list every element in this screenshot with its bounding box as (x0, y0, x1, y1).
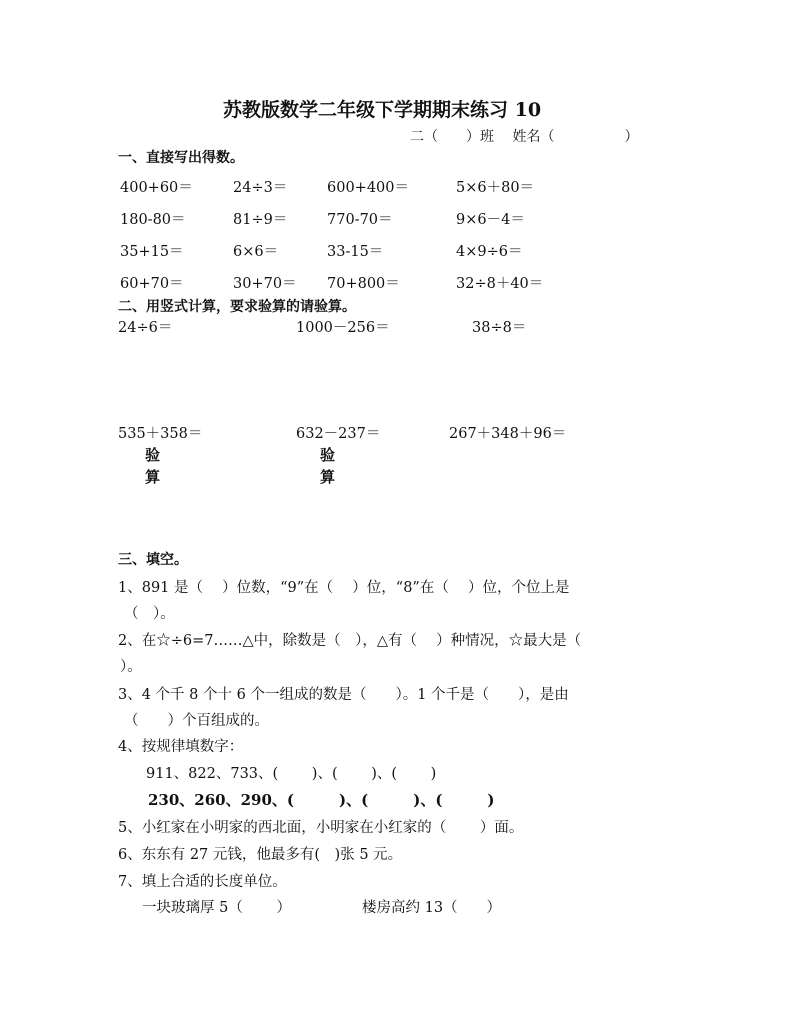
oral-calc-item: 81÷9＝ (233, 212, 288, 228)
fill-blank-line: 4、按规律填数字： (118, 739, 244, 755)
page-title: 苏教版数学二年级下学期期末练习 10 (223, 99, 542, 121)
verify-label: 验 (145, 446, 161, 464)
unit-blank-item: 楼房高约 13（ ） (362, 900, 502, 916)
oral-calc-item: 24÷3＝ (233, 180, 288, 196)
verify-label: 算 (320, 468, 336, 486)
fill-blank-line: 1、891 是（ ）位数，“9”在（ ）位，“8”在（ ）位，个位上是 (118, 580, 570, 596)
oral-calc-item: 4×9÷6＝ (456, 244, 523, 260)
verify-label: 算 (145, 468, 161, 486)
pattern-line: 911、822、733、( )、( )、( ) (146, 766, 437, 782)
fill-blank-line: 3、4 个千 8 个十 6 个一组成的数是（ ）。1 个千是（ ），是由 (118, 687, 569, 703)
vertical-calc-item: 632－237＝ (296, 426, 381, 442)
oral-calc-item: 180-80＝ (120, 212, 186, 228)
class-name-line: 二（ ）班 姓名（ ） (410, 129, 639, 145)
fill-blank-line: 7、填上合适的长度单位。 (118, 874, 287, 890)
fill-blank-line: （ ）。 (124, 606, 175, 622)
fill-blank-line: 2、在☆÷6=7……△中，除数是（ ），△有（ ）种情况，☆最大是（ (118, 633, 582, 649)
oral-calc-item: 600+400＝ (327, 180, 410, 196)
oral-calc-item: 9×6－4＝ (456, 212, 525, 228)
oral-calc-item: 770-70＝ (327, 212, 393, 228)
oral-calc-item: 33-15＝ (327, 244, 384, 260)
vertical-calc-item: 1000－256＝ (296, 320, 390, 336)
oral-calc-item: 32÷8＋40＝ (456, 276, 544, 292)
verify-label: 验 (320, 446, 336, 464)
oral-calc-item: 60+70＝ (120, 276, 184, 292)
fill-blank-line: （ ）个百组成的。 (124, 713, 269, 729)
section1-heading: 一、直接写出得数。 (118, 150, 244, 166)
fill-blank-line: 5、小红家在小明家的西北面，小明家在小红家的（ ）面。 (118, 820, 524, 836)
fill-blank-line: ）。 (120, 659, 142, 675)
vertical-calc-item: 267＋348＋96＝ (449, 426, 567, 442)
vertical-calc-item: 24÷6＝ (118, 320, 173, 336)
pattern-line: 230、260、290、( )、( )、( ) (148, 791, 495, 809)
section2-heading: 二、用竖式计算，要求验算的请验算。 (118, 299, 356, 315)
vertical-calc-item: 38÷8＝ (472, 320, 527, 336)
section3-heading: 三、填空。 (118, 552, 188, 568)
oral-calc-item: 6×6＝ (233, 244, 279, 260)
vertical-calc-item: 535＋358＝ (118, 426, 203, 442)
fill-blank-line: 6、东东有 27 元钱，他最多有( )张 5 元。 (118, 847, 403, 863)
oral-calc-item: 400+60＝ (120, 180, 193, 196)
oral-calc-item: 70+800＝ (327, 276, 400, 292)
unit-blank-item: 一块玻璃厚 5（ ） (142, 900, 291, 916)
oral-calc-item: 35+15＝ (120, 244, 184, 260)
oral-calc-item: 30+70＝ (233, 276, 297, 292)
oral-calc-item: 5×6＋80＝ (456, 180, 535, 196)
